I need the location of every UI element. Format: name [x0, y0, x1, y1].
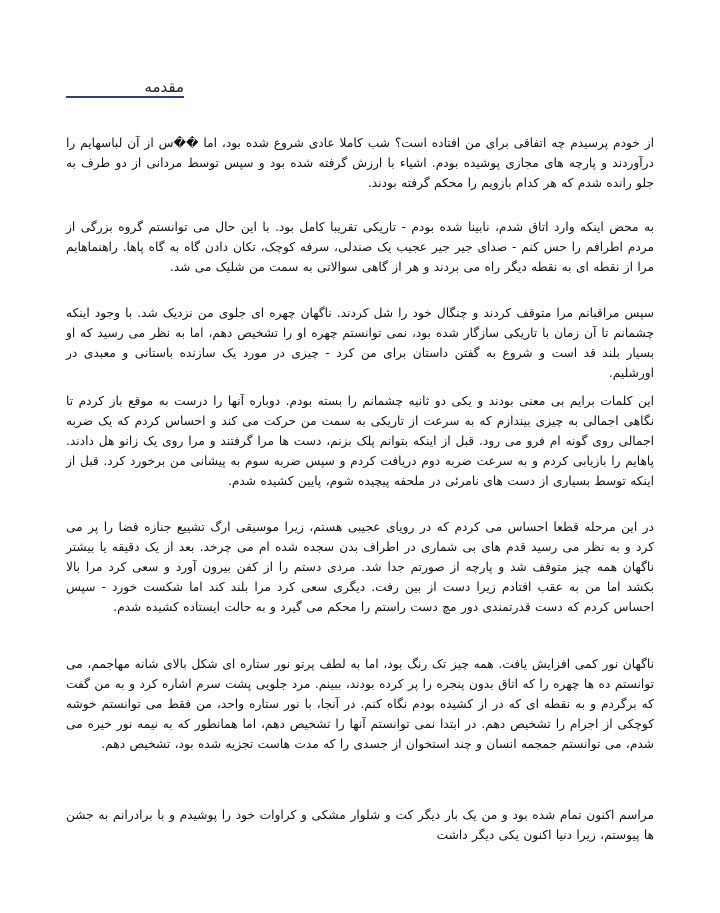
- section-heading: مقدمه: [144, 78, 184, 96]
- heading-underline: [66, 96, 184, 98]
- paragraph-2: به محض اینکه وارد اتاق شدم، نابینا شده بودم - تاریکی تقریبا کامل بود. با این حال می توانستم گروه بزرگی از مردم اطرافم را حس کنم - صدای جیر جیر عجیب یک صندلی، سرفه کوچک، تکان دادن گاه به گاه پاها. راهنماهایم مرا از نقطه ای به نقطه دیگر راه می بردند و هر از گاهی سوالاتی به سمت من شلیک می شد.: [66, 220, 654, 274]
- paragraph-4: این کلمات برایم بی معنی بودند و یکی دو ثانیه چشمانم را بسته بودم. دوباره آنها را درست به موقع باز کردم تا نگاهی اجمالی به چیزی بیندازم که به سرعت از تاریکی به سمت من حرکت می کند و احساس کردم که یک ضربه اجمالی روی گونه ام فرو می رود. قبل از اینکه بتوانم پلک بزنم، دست ها مرا گرفتند و مرا روی یک زانو هل دادند. پاهایم را بازیابی کردم و به سرعت ضربه دوم دریافت کردم و سپس ضربه سوم به پیشانی من برخورد کرد. قبل از اینکه توسط بسیاری از دست های نامرئی در ملحفه پیچیده شوم، پایین کشیده شدم.: [66, 394, 654, 488]
- paragraph-7: مراسم اکنون تمام شده بود و من یک بار دیگر کت و شلوار مشکی و کراوات خود را پوشیدم و با برادرانم به جشن ها پیوستم، زیرا دنیا اکنون یکی دیگر داشت: [66, 808, 654, 842]
- paragraph-6: ناگهان نور کمی افزایش یافت. همه چیز تک رنگ بود، اما به لطف پرتو نور ستاره ای شکل بالای شانه مهاجمم، می توانستم ده ها چهره را که اتاق بدون پنجره را پر کرده بودند، ببینم. مرد جلویی پشت سرم اشاره کرد و به من گفت که برگردم و به نقطه ای که در از کشیده بودم نگاه کنم. در آنجا، با نور ستاره واحد، من فقط می توانستم خوشه کوچکی از اجرام را تشخیص دهم. در ابتدا نمی توانستم آنها را تشخیص دهم، اما همانطور که به نیمه نور خیره می شدم، می توانستم جمجمه انسان و چند استخوان از جسدی را که مدت هاست تجزیه شده بود، تشخیص دهم.: [66, 657, 654, 751]
- paragraph-3: سپس مراقبانم مرا متوقف کردند و چنگال خود را شل کردند. ناگهان چهره ای جلوی من نزدیک شد. با وجود اینکه چشمانم تا آن زمان با تاریکی سازگار شده بود، نمی توانستم چهره او را تشخیص دهم، اما به نظر می رسید که او بسیار بلند قد است و شروع به گفتن داستان برای من کرد - چیزی در مورد یک سازنده باستانی و معبدی در اورشلیم.: [66, 306, 654, 380]
- paragraph-1: از خودم پرسیدم چه اتفاقی برای من افتاده است؟ شب کاملا عادی شروع شده بود، اما ��س از آن لباسهایم را درآوردند و پارچه های مجازی پوشیده بودم. اشیاء با ارزش گرفته شده بود و سپس توسط مردانی از دو طرف به جلو رانده شدم که هر کدام بازویم را محکم گرفته بودند.: [66, 136, 654, 190]
- paragraph-5: در این مرحله قطعا احساس می کردم که در رویای عجیبی هستم، زیرا موسیقی ارگ تشییع جنازه فضا را پر می کرد و به نظر می رسید قدم های بی شماری در اطراف بدن سجده شده ام می چرخد. بعد از یک دقیقه یا بیشتر ناگهان همه چیز متوقف شد و پارچه از صورتم جدا شد. مردی دستم را از کفن بیرون آورد و سعی کرد مرا بالا بکشد اما من به عقب افتادم زیرا دست از بین رفت. دیگری سعی کرد مرا بلند کند اما شکست خورد - سپس احساس کردم که دست قدرتمندی دور مچ دست راستم را محکم می گیرد و به حالت ایستاده کشیده شدم.: [66, 520, 654, 614]
